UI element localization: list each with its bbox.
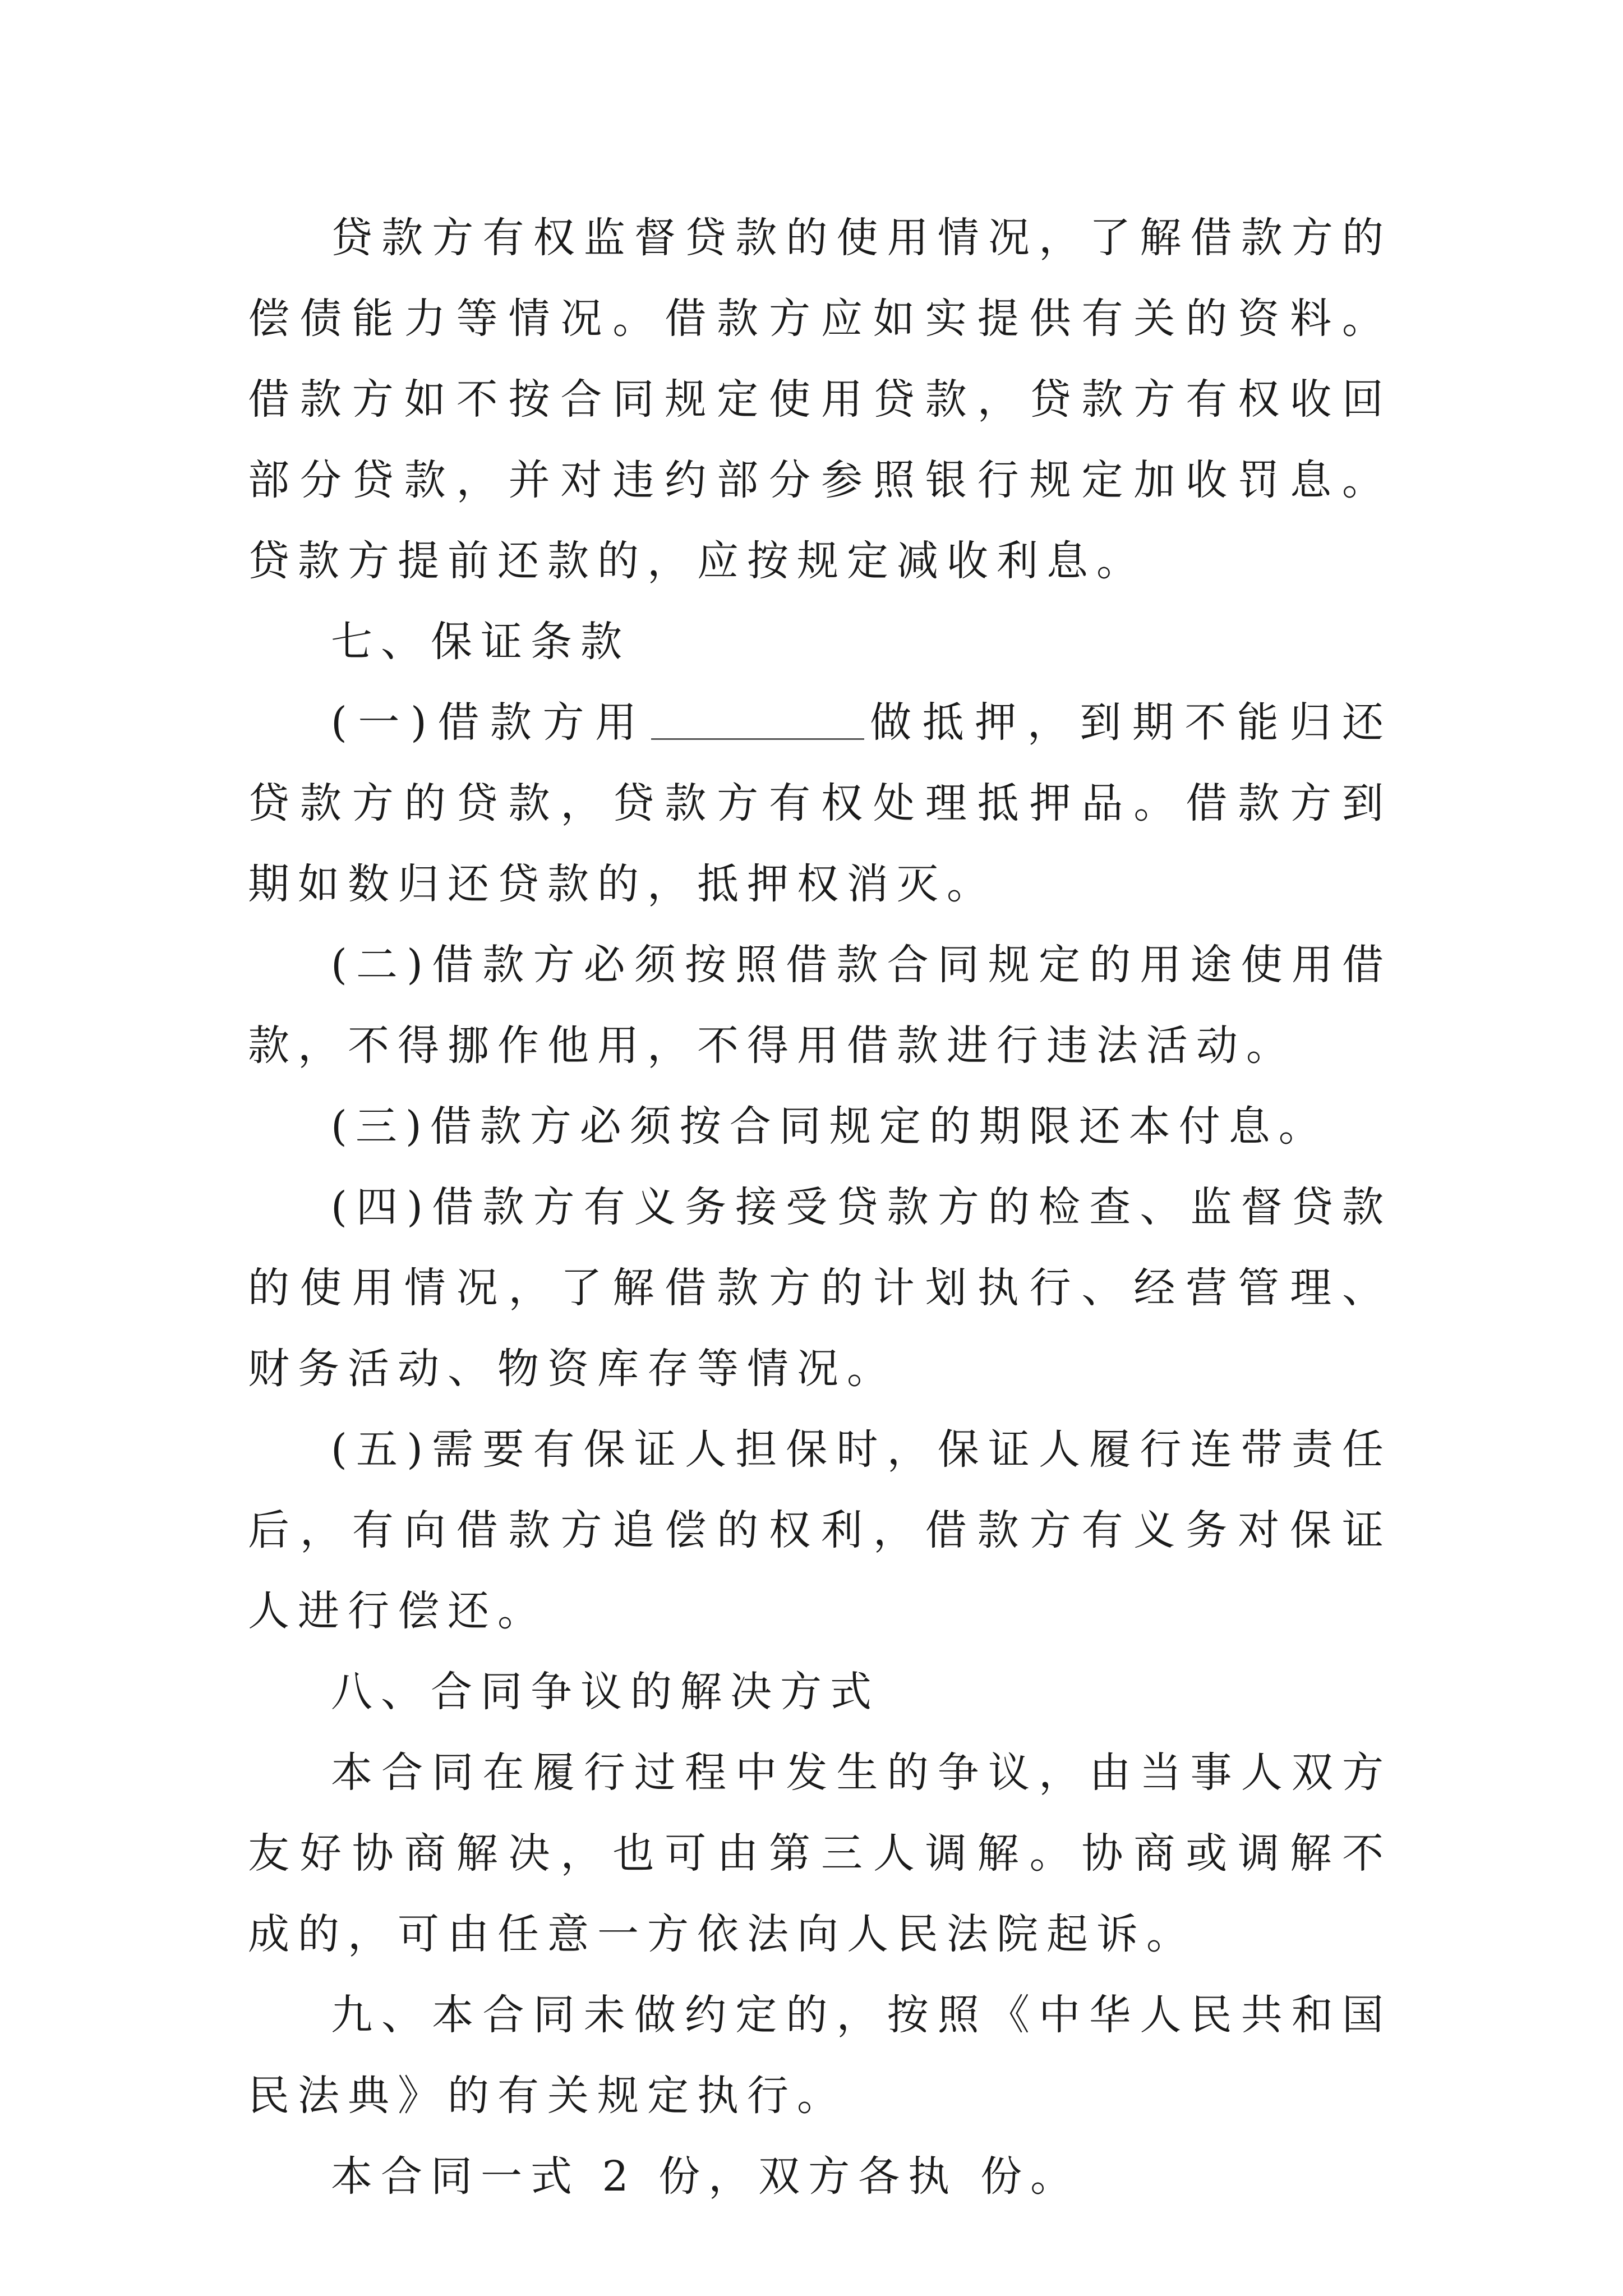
section-heading-guarantee: 七、保证条款	[331, 618, 630, 666]
guarantee-clause-3: (三)借款方必须按合同规定的期限还本付息。	[331, 1102, 1329, 1151]
contract-body	[248, 197, 1392, 2217]
guarantee-clause-1	[248, 682, 1392, 924]
paragraph-dispute-resolution: 本合同在履行过程中发生的争议，由当事人双方友好协商解决，也可由第三人调解。协商或调解不成的，可由任意一方依法向人民法院起诉。	[248, 1749, 1392, 1958]
collateral-blank-field	[651, 697, 864, 740]
copies-lead: 本合同一式 2 份，双方各执	[331, 2152, 958, 2201]
paragraph-lender-rights: 贷款方有权监督贷款的使用情况，了解借款方的偿债能力等情况。借款方应如实提供有关的资料。借款方如不按合同规定使用贷款，贷款方有权收回部分贷款，并对违约部分参照银行规定加收罚息。贷款方提前还款的，应按规定减收利息。	[248, 214, 1392, 585]
paragraph-copies	[248, 2136, 1392, 2217]
guarantee-clause-1-rest: 做抵押，到期不能归还贷款方的贷款，贷款方有权处理抵押品。借款方到期如数归还贷款的，抵押权消灭。	[248, 698, 1393, 908]
section-heading-dispute: 八、合同争议的解决方式	[331, 1668, 880, 1716]
copies-tail: 份。	[980, 2152, 1081, 2201]
guarantee-clause-5: (五)需要有保证人担保时，保证人履行连带责任后，有向借款方追偿的权利，借款方有义务对保证人进行偿还。	[248, 1425, 1392, 1635]
paragraph-civil-code: 九、本合同未做约定的，按照《中华人民共和国民法典》的有关规定执行。	[248, 1991, 1392, 2120]
guarantee-clause-1-lead: (一)借款方用	[331, 698, 648, 747]
guarantee-clause-2: (二)借款方必须按照借款合同规定的用途使用借款，不得挪作他用，不得用借款进行违法活动。	[248, 941, 1392, 1070]
guarantee-clause-4: (四)借款方有义务接受贷款方的检查、监督贷款的使用情况，了解借款方的计划执行、经营管理、财务活动、物资库存等情况。	[248, 1183, 1392, 1393]
